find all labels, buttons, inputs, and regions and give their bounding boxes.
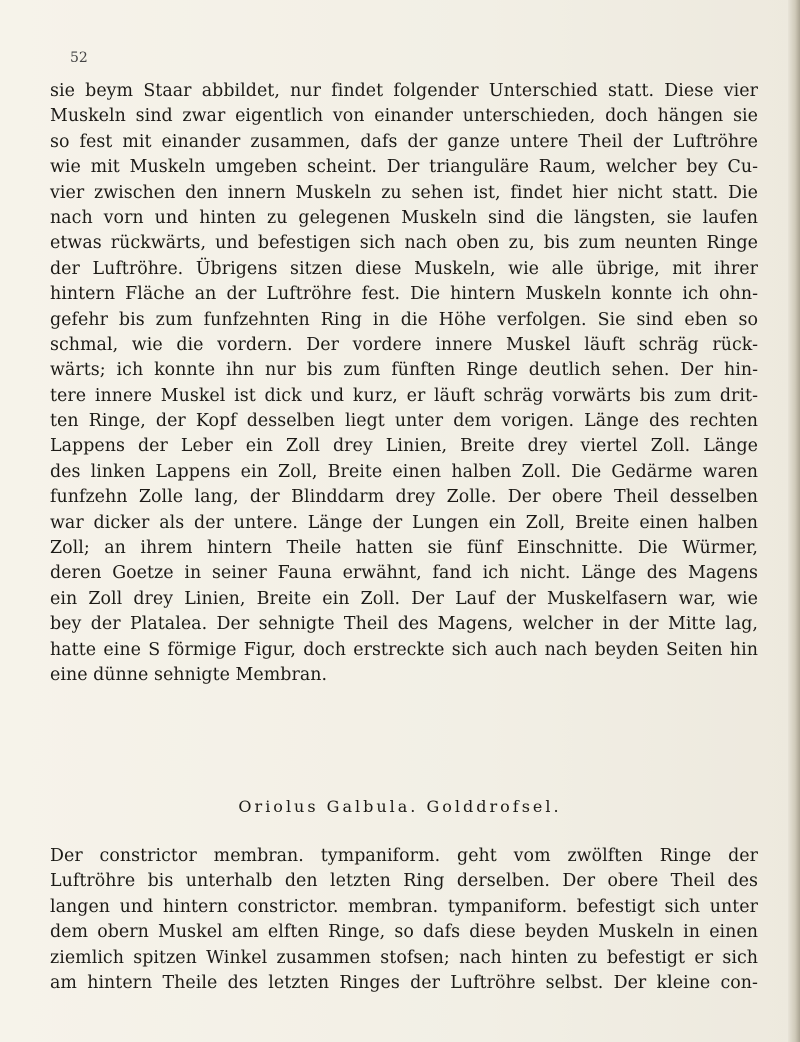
- text-line: der Luftröhre. Übrigens sitzen diese Muskeln, wie alle übrige, mit ihrer: [50, 258, 758, 279]
- text-line: gefehr bis zum funfzehnten Ring in die Höhe verfolgen. Sie sind eben so: [50, 309, 758, 330]
- text-line: etwas rückwärts, und befestigen sich nach oben zu, bis zum neunten Ringe: [50, 233, 758, 254]
- text-line: nach vorn und hinten zu gelegenen Muskeln sind die längsten, sie laufen: [50, 207, 758, 228]
- text-line: so fest mit einander zusammen, dafs der ganze untere Theil der Luftröhre: [50, 131, 758, 152]
- text-line: tere innere Muskel ist dick und kurz, er läuft schräg vorwärts bis zum drit-: [50, 385, 758, 406]
- text-line: hintern Fläche an der Luftröhre fest. Die hintern Muskeln konnte ich ohn-: [50, 284, 758, 305]
- species-heading: Oriolus Galbula. Golddrofsel.: [238, 797, 562, 816]
- text-line: wärts; ich konnte ihn nur bis zum fünften Ringe deutlich sehen. Der hin-: [50, 360, 758, 381]
- text-line: ziemlich spitzen Winkel zusammen stofsen; nach hinten zu befestigt er sich: [50, 947, 758, 968]
- paragraph-1: [50, 79, 758, 688]
- page-number: 52: [70, 50, 88, 66]
- text-line: bey der Platalea. Der sehnigte Theil des Magens, welcher in der Mitte lag,: [50, 614, 758, 635]
- text-line: vier zwischen den innern Muskeln zu sehen ist, findet hier nicht statt. Die: [50, 182, 758, 203]
- text-line: Der constrictor membran. tympaniform. geht vom zwölften Ringe der: [50, 846, 758, 866]
- text-line: Lappens der Leber ein Zoll drey Linien, Breite drey viertel Zoll. Länge: [50, 436, 758, 457]
- text-line: Luftröhre bis unterhalb den letzten Ring derselben. Der obere Theil des: [50, 871, 758, 892]
- text-line: wie mit Muskeln umgeben scheint. Der trianguläre Raum, welcher bey Cu-: [50, 157, 758, 178]
- text-line: funfzehn Zolle lang, der Blinddarm drey Zolle. Der obere Theil desselben: [50, 487, 758, 508]
- text-line: Zoll; an ihrem hintern Theile hatten sie fünf Einschnitte. Die Würmer,: [50, 538, 758, 559]
- text-line: war dicker als der untere. Länge der Lungen ein Zoll, Breite einen halben: [50, 512, 758, 533]
- text-line: schmal, wie die vordern. Der vordere innere Muskel läuft schräg rück-: [50, 334, 758, 355]
- text-line: eine dünne sehnigte Membran.: [50, 664, 328, 685]
- text-line: dem obern Muskel am elften Ringe, so dafs diese beyden Muskeln in einen: [50, 922, 758, 943]
- page-edge-shadow: [788, 0, 800, 1042]
- text-line: ten Ringe, der Kopf desselben liegt unter dem vorigen. Länge des rechten: [50, 411, 758, 432]
- text-line: hatte eine S förmige Figur, doch erstreckte sich auch nach beyden Seiten hin: [50, 639, 758, 660]
- text-line: des linken Lappens ein Zoll, Breite einen halben Zoll. Die Gedärme waren: [50, 461, 758, 482]
- paragraph-2: [50, 844, 758, 996]
- text-line: am hintern Theile des letzten Ringes der Luftröhre selbst. Der kleine con-: [50, 972, 758, 993]
- text-line: langen und hintern constrictor. membran. tympaniform. befestigt sich unter: [50, 896, 758, 917]
- text-line: deren Goetze in seiner Fauna erwähnt, fand ich nicht. Länge des Magens: [50, 563, 758, 584]
- text-line: sie beym Staar abbildet, nur findet folgender Unterschied statt. Diese vier: [50, 81, 758, 101]
- text-line: Muskeln sind zwar eigentlich von einander unterschieden, doch hängen sie: [50, 106, 758, 127]
- text-line: ein Zoll drey Linien, Breite ein Zoll. Der Lauf der Muskelfasern war, wie: [50, 588, 758, 609]
